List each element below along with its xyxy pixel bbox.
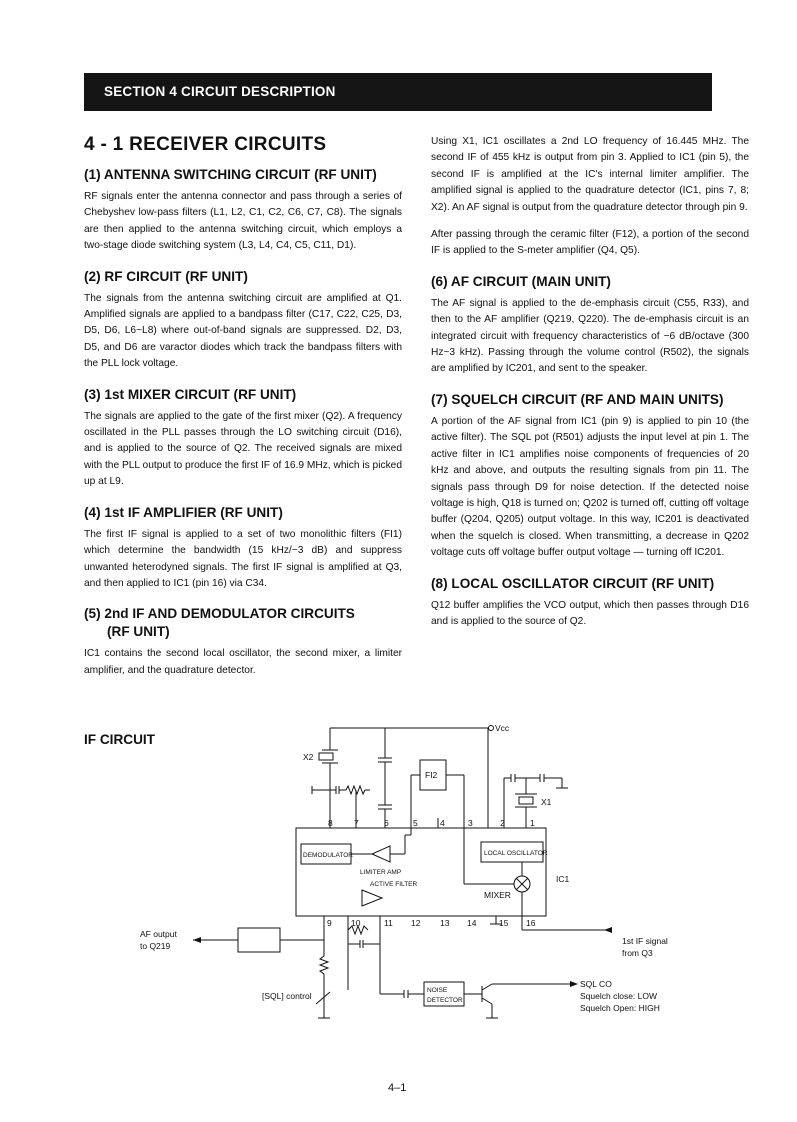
diagram-title: IF CIRCUIT: [84, 732, 155, 747]
section-heading-1: (1) ANTENNA SWITCHING CIRCUIT (RF UNIT): [84, 167, 377, 182]
pin-9: 9: [327, 918, 332, 928]
pin-6: 6: [384, 818, 389, 828]
section-body-5: IC1 contains the second local oscillator, the second mixer, a limiter amplifier, and the quadrature detector.: [84, 648, 402, 676]
crystal-x2: [319, 753, 333, 760]
pin-12: 12: [411, 918, 421, 928]
if-input-arrow: [604, 927, 612, 933]
section-heading-8: (8) LOCAL OSCILLATOR CIRCUIT (RF UNIT): [431, 575, 715, 591]
section-body-8: Q12 buffer amplifies the VCO output, which then passes through D16 and is applied to the source of Q2.: [431, 599, 749, 627]
label-sql-control: [SQL] control: [262, 991, 312, 1001]
deemphasis-block: [238, 928, 280, 952]
page-number: 4–1: [388, 1082, 407, 1094]
sql-output-arrow: [570, 981, 578, 987]
pin-3: 3: [468, 818, 473, 828]
ic1-body: [296, 828, 546, 916]
section-heading-5-line1: (5) 2nd IF AND DEMODULATOR CIRCUITS: [84, 606, 355, 622]
section-body-1: RF signals enter the antenna connector and pass through a series of Chebyshev low-pass filters (L1, L2, C1, C2, C6, C7, C8). The signals are then applied to the antenna switching circuit, which employs a two-stage diode switching system (L3, L4, C4, C5, C11, D1).: [84, 191, 402, 252]
section-heading-5-line2: (RF UNIT): [107, 624, 170, 640]
pin-7: 7: [354, 818, 359, 828]
label-sql-co: SQL CO: [580, 979, 612, 989]
label-af-output-2: to Q219: [140, 941, 171, 951]
label-first-if-2: from Q3: [622, 948, 653, 958]
section-body-6: The AF signal is applied to the de-emphasis circuit (C55, R33), and then to the AF amplifier (Q219, Q220). The de-emphasis circuit is an integrated circuit with frequency characteristics of −6 dB/octave (300 Hz~3 kHz). Passing through the volume control (R502), the signals are amplified by IC201, and sent to the speaker.: [431, 297, 749, 375]
section-heading-3: (3) 1st MIXER CIRCUIT (RF UNIT): [84, 386, 297, 402]
section-body-3: The signals are applied to the gate of the first mixer (Q2). A frequency oscillated in the PLL passes through the LO switching circuit (D16), and is applied to the source of Q2. The received signals are mixed with the PLL output to produce the first IF of 16.9 MHz, which is picked up at L9.: [84, 410, 402, 488]
section-body-7: A portion of the AF signal from IC1 (pin 9) is applied to pin 10 (the active filter). The SQL pot (R501) adjusts the input level at pin 1. The active filter in IC1 amplifies noise components of frequencies of 20 kHz and above, and outputs the resulting signals from pin 11. The signals pass through D9 for noise detection. If the detected noise voltage is high, Q18 is turned on; Q202 is turned off, cutting off voltage buffer (Q204, Q205) output voltage. In this way, IC201 is deactivated when the squelch is closed. When transmitting, a decrease in Q202 voltage cuts off voltage buffer output voltage — turning off IC201.: [431, 415, 749, 559]
pin-10: 10: [351, 918, 361, 928]
limiter-amp: [372, 846, 390, 862]
label-fi2: FI2: [425, 770, 438, 780]
af-output-arrow: [193, 937, 201, 943]
label-mixer: MIXER: [484, 890, 511, 900]
pin-4: 4: [440, 818, 445, 828]
main-title: 4 - 1 RECEIVER CIRCUITS: [84, 134, 327, 155]
label-noise: NOISE: [427, 987, 448, 994]
pin-14: 14: [467, 918, 477, 928]
label-limiter-amp: LIMITER AMP: [360, 869, 402, 876]
pin-8: 8: [328, 818, 333, 828]
pin-16: 16: [526, 918, 536, 928]
label-active-filter: ACTIVE FILTER: [370, 881, 418, 888]
label-squelch-close: Squelch close: LOW: [580, 991, 658, 1001]
crystal-x1: [519, 797, 533, 804]
paragraph-ceramic-filter: After passing through the ceramic filter (F12), a portion of the second IF is applied to the S-meter amplifier (Q4, Q5).: [431, 229, 749, 257]
label-x2: X2: [303, 752, 314, 762]
label-demodulator: DEMODULATOR: [303, 852, 353, 859]
pin-1: 1: [530, 818, 535, 828]
section-body-2: The signals from the antenna switching circuit are amplified at Q1. Amplified signals are applied to a bandpass filter (C17, C22, C25, D3, D5, D6, L6~L8) where out-of-band signals are suppressed. D2, D3, D5, and D6 are varactor diodes which track the bandpass filters with the PLL lock voltage.: [84, 292, 402, 370]
label-detector: DETECTOR: [427, 997, 463, 1004]
section-heading-2: (2) RF CIRCUIT (RF UNIT): [84, 268, 248, 284]
label-af-output-1: AF output: [140, 929, 177, 939]
label-squelch-open: Squelch Open: HIGH: [580, 1003, 660, 1013]
paragraph-lo: Using X1, IC1 oscillates a 2nd LO frequency of 16.445 MHz. The second IF of 455 kHz is output from pin 3. Applied to IC1 (pin 5), the second IF is amplified at the IC's internal limiter amplifier. The amplified signal is applied to the quadrature detector (IC1, pins 7, 8; X2). An AF signal is output from the quadrature detector through pin 9.: [431, 136, 749, 213]
label-ic1: IC1: [556, 874, 570, 884]
section-heading-6: (6) AF CIRCUIT (MAIN UNIT): [431, 273, 611, 289]
section-body-4: The first IF signal is applied to a set of two monolithic filters (FI1) which determine the bandwidth (15 kHz/−3 dB) and suppress unwanted heterodyned signals. The first IF signal is amplified at Q3, and then applied to IC1 (pin 16) via C34.: [84, 528, 402, 589]
section-heading-4: (4) 1st IF AMPLIFIER (RF UNIT): [84, 504, 283, 520]
label-x1: X1: [541, 797, 552, 807]
pin-11: 11: [384, 918, 393, 928]
pin-15: 15: [499, 918, 509, 928]
pin-5: 5: [413, 818, 418, 828]
section-title: SECTION 4 CIRCUIT DESCRIPTION: [104, 84, 336, 99]
pin-13: 13: [440, 918, 450, 928]
active-filter: [362, 890, 382, 906]
label-vcc: Vcc: [495, 723, 510, 733]
pin-2: 2: [500, 818, 505, 828]
label-first-if-1: 1st IF signal: [622, 936, 668, 946]
label-local-oscillator: LOCAL OSCILLATOR: [484, 850, 548, 857]
section-heading-7: (7) SQUELCH CIRCUIT (RF AND MAIN UNITS): [431, 391, 724, 407]
